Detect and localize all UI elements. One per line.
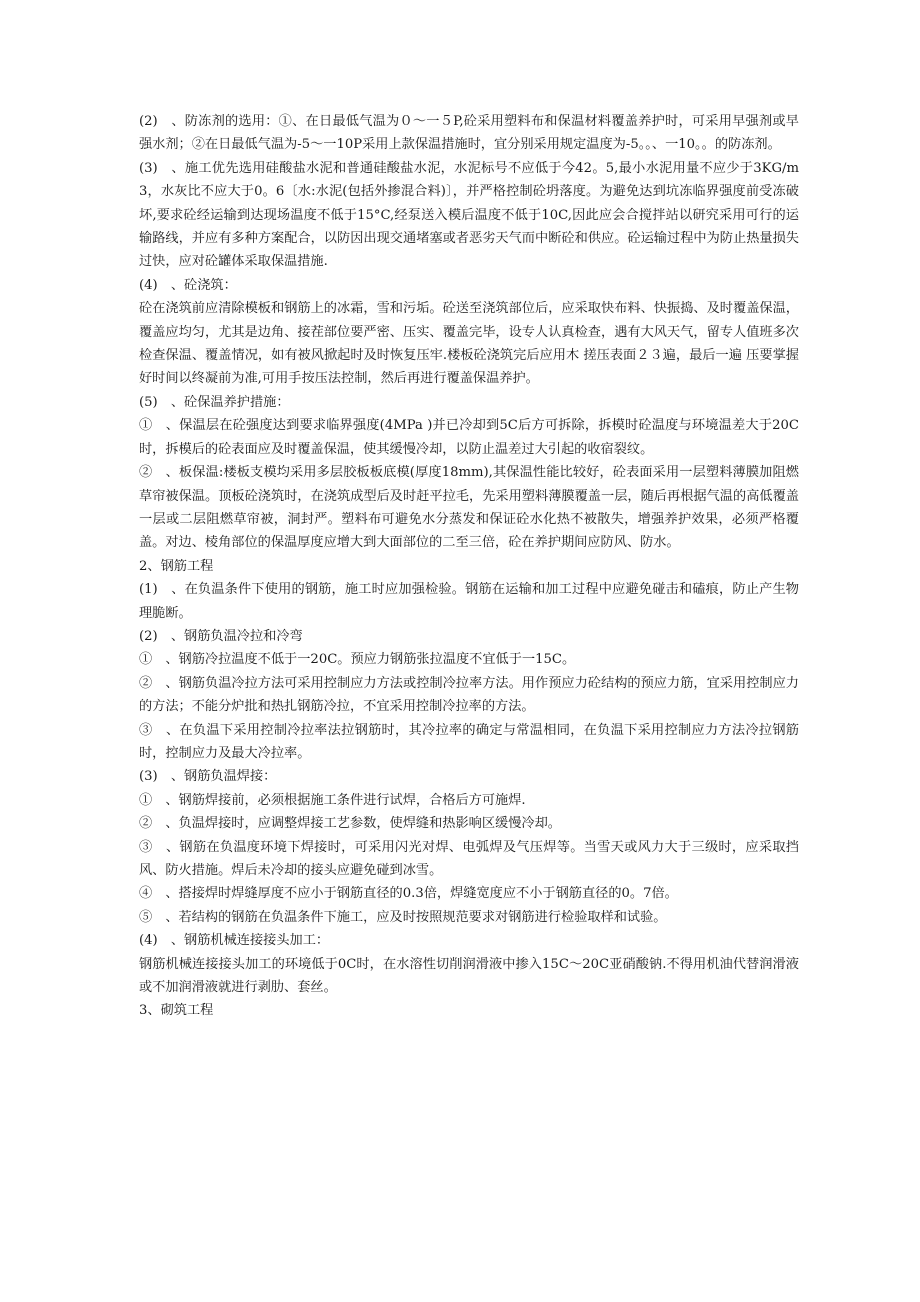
paragraph-cement-selection: (3) 、施工优先选用硅酸盐水泥和普通硅酸盐水泥，水泥标号不应低于今42。5,最小水泥用量不应少于3KG/m3，水灰比不应大于0。6〔水:水泥(包括外掺混合料)〕，并严格控制砼坍落度。为避免达到坑冻临界强度前受冻破坏,要求砼经运输到达现场温度不低于15°C,经泵送入模后温度不低于10C,因此应会合搅拌站以研究采用可行的运输路线，并应有多种方案配合，以防因出现交通堵塞或者恶劣天气而中断砼和供应。砼运输过程中为防止热量损失过快，应对砼罐体采取保温措施. [139, 160, 799, 270]
paragraph-rebar-inspection: (1) 、在负温条件下使用的钢筋，施工时应加强检验。钢筋在运输和加工过程中应避免碰击和磕痕，防止产生物理脆断。 [139, 582, 799, 621]
heading-mechanical-connection: (4) 、钢筋机械连接接头加工： [139, 933, 330, 949]
document-body [139, 110, 799, 1023]
paragraph-mechanical-connection: 钢筋机械连接接头加工的环境低于0C时，在水溶性切削润滑液中掺入15C～20C亚硝酸钠.不得用机油代替润滑液或不加润滑液就进行剥肋、套丝。 [139, 956, 799, 996]
paragraph-insulation-layer: ① 、保温层在砼强度达到要求临界强度(4MPa )并已冷却到5C后方可拆除，拆模时砼温度与环境温差大于20C时，拆模后的砼表面应及时覆盖保温，使其缓慢冷却，以防止温差过大引起的收宿裂纹。 [139, 418, 799, 457]
paragraph-weld-parameters: ② 、负温焊接时，应调整焊接工艺参数，使焊缝和热影响区缓慢冷却。 [139, 816, 561, 832]
paragraph-cold-drawing-rate: ③ 、在负温下采用控制冷拉率法拉钢筋时，其冷拉率的确定与常温相同，在负温下采用控制应力方法冷拉钢筋时，控制应力及最大冷拉率。 [139, 722, 799, 761]
heading-curing-measures: (5) 、砼保温养护措施： [139, 394, 290, 410]
paragraph-cold-drawing-temp: ① 、钢筋冷拉温度不低于一20C。预应力钢筋张拉温度不宜低于一15C。 [139, 652, 576, 668]
section-heading-rebar: 2、钢筋工程 [139, 558, 214, 574]
paragraph-concrete-pouring: 砼在浇筑前应清除模板和钢筋上的冰霜，雪和污垢。砼送至浇筑部位后，应采取快布料、快振捣、及时覆盖保温，覆盖应均匀，尤其是边角、接茬部位要严密、压实、覆盖完毕，设专人认真检查，遇有大风天气，留专人值班多次检查保温、覆盖情况，如有被风掀起时及时恢复压牢.楼板砼浇筑完后应用木 搓压表面２３遍，最后一遍 压要掌握好时间以终凝前为准,可用手按压法控制，然后再进行覆盖保温养护。 [139, 301, 799, 387]
paragraph-cold-drawing-method: ② 、钢筋负温冷拉方法可采用控制应力方法或控制冷拉率方法。用作预应力砼结构的预应力筋，宜采用控制应力的方法；不能分炉批和热扎钢筋冷拉，不宜采用控制冷拉率的方法。 [139, 675, 799, 715]
section-heading-masonry: 3、砌筑工程 [139, 1003, 214, 1019]
heading-welding: (3) 、钢筋负温焊接： [139, 769, 277, 785]
paragraph-lap-weld: ④ 、搭接焊时焊缝厚度不应小于钢筋直径的0.3倍，焊缝宽度应不小于钢筋直径的0。7倍。 [139, 886, 678, 902]
heading-cold-drawing: (2) 、钢筋负温冷拉和冷弯 [139, 628, 303, 644]
heading-concrete-pouring: (4) 、砼浇筑： [139, 277, 237, 293]
paragraph-antifreeze-selection: (2) 、防冻剂的选用：①、在日最低气温为０～一５P,砼采用塑料布和保温材料覆盖养护时，可采用早强剂或早强水剂；②在日最低气温为-5～一10P采用上款保温措施时，宜分别采用规定温度为-5。。、一10。。的防冻剂。 [139, 114, 799, 153]
paragraph-slab-insulation: ② 、板保温:楼板支模均采用多层胶板板底模(厚度18mm),其保温性能比较好，砼表面采用一层塑料薄膜加阻燃草帘被保温。顶板砼浇筑时，在浇筑成型后及时赶平拉毛，先采用塑料薄膜覆盖一层，随后再根据气温的高低覆盖一层或二层阻燃草帘被，洞封严。塑料布可避免水分蒸发和保证砼水化热不被散失，增强养护效果，必须严格覆盖。对边、棱角部位的保温厚度应增大到大面部位的二至三倍，砼在养护期间应防风、防水。 [139, 465, 799, 551]
paragraph-trial-welding: ① 、钢筋焊接前，必须根据施工条件进行试焊，合格后方可施焊. [139, 792, 526, 808]
paragraph-weld-methods: ③ 、钢筋在负温度环境下焊接时，可采用闪光对焊、电弧焊及气压焊等。当雪天或风力大于三级时，应采取挡风、防火措施。焊后未冷却的接头应避免碰到冰雪。 [139, 839, 799, 878]
paragraph-rebar-testing: ⑤ 、若结构的钢筋在负温条件下施工，应及时按照规范要求对钢筋进行检验取样和试验。 [139, 909, 667, 925]
